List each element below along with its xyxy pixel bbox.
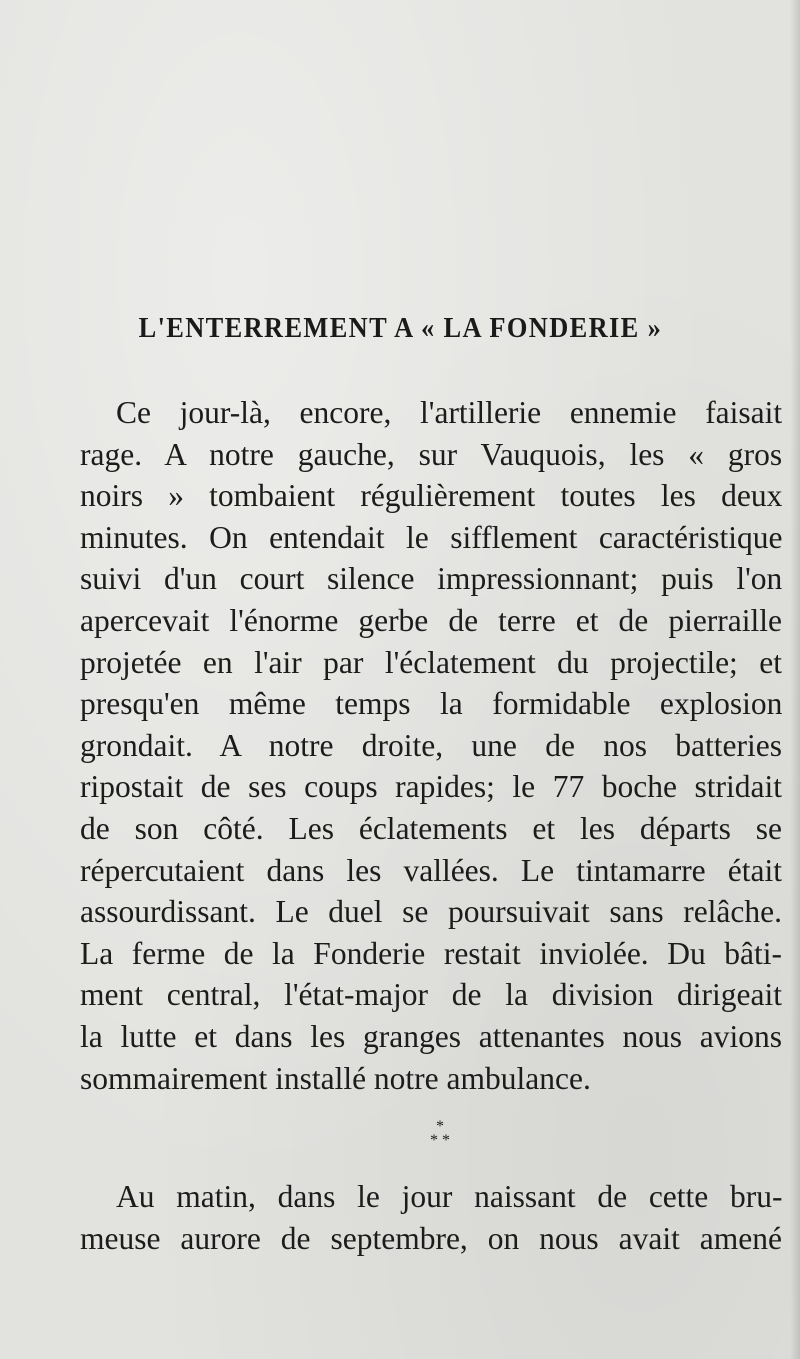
text-line: de son côté. Les éclatements et les départs se: [80, 810, 782, 846]
paragraph-2: [80, 1176, 782, 1259]
text-line: projetée en l'air par l'éclatement du projectile; et: [80, 644, 782, 680]
text-line: répercutaient dans les vallées. Le tintamarre était: [80, 852, 782, 888]
text-line: minutes. On entendait le sifflement caractéristique: [80, 519, 783, 555]
text-line: noirs » tombaient régulièrement toutes les deux: [80, 478, 783, 514]
text-line: Au matin, dans le jour naissant de cette bru-: [116, 1179, 783, 1214]
separator-bottom-stars: * *: [430, 1132, 450, 1149]
text-line: apercevait l'énorme gerbe de terre et de pierraille: [80, 602, 782, 638]
text-line: grondait. A notre droite, une de nos batteries: [80, 727, 782, 763]
text-line: ment central, l'état-major de la division dirigeait: [80, 977, 782, 1013]
section-separator: [420, 1120, 460, 1148]
text-line: ripostait de ses coups rapides; le 77 boche stridait: [80, 769, 782, 805]
page-edge-shadow: [790, 0, 800, 1359]
chapter-heading: L'ENTERREMENT A « LA FONDERIE »: [138, 312, 663, 344]
separator-top-star: *: [436, 1118, 444, 1135]
text-line: suivi d'un court silence impressionnant; puis l'on: [80, 561, 783, 597]
text-line: meuse aurore de septembre, on nous avait amené: [80, 1220, 782, 1256]
text-line: la lutte et dans les granges attenantes nous avions: [80, 1018, 782, 1054]
paragraph-1: [80, 392, 782, 1099]
text-line: presqu'en même temps la formidable explosion: [80, 686, 783, 722]
text-line: La ferme de la Fonderie restait inviolée. Du bâti-: [80, 935, 782, 971]
text-line: assourdissant. Le duel se poursuivait sans relâche.: [80, 894, 782, 930]
text-line: sommairement installé notre ambulance.: [80, 1060, 591, 1096]
text-line: Ce jour-là, encore, l'artillerie ennemie faisait: [116, 395, 783, 430]
text-line: rage. A notre gauche, sur Vauquois, les « gros: [80, 436, 783, 472]
